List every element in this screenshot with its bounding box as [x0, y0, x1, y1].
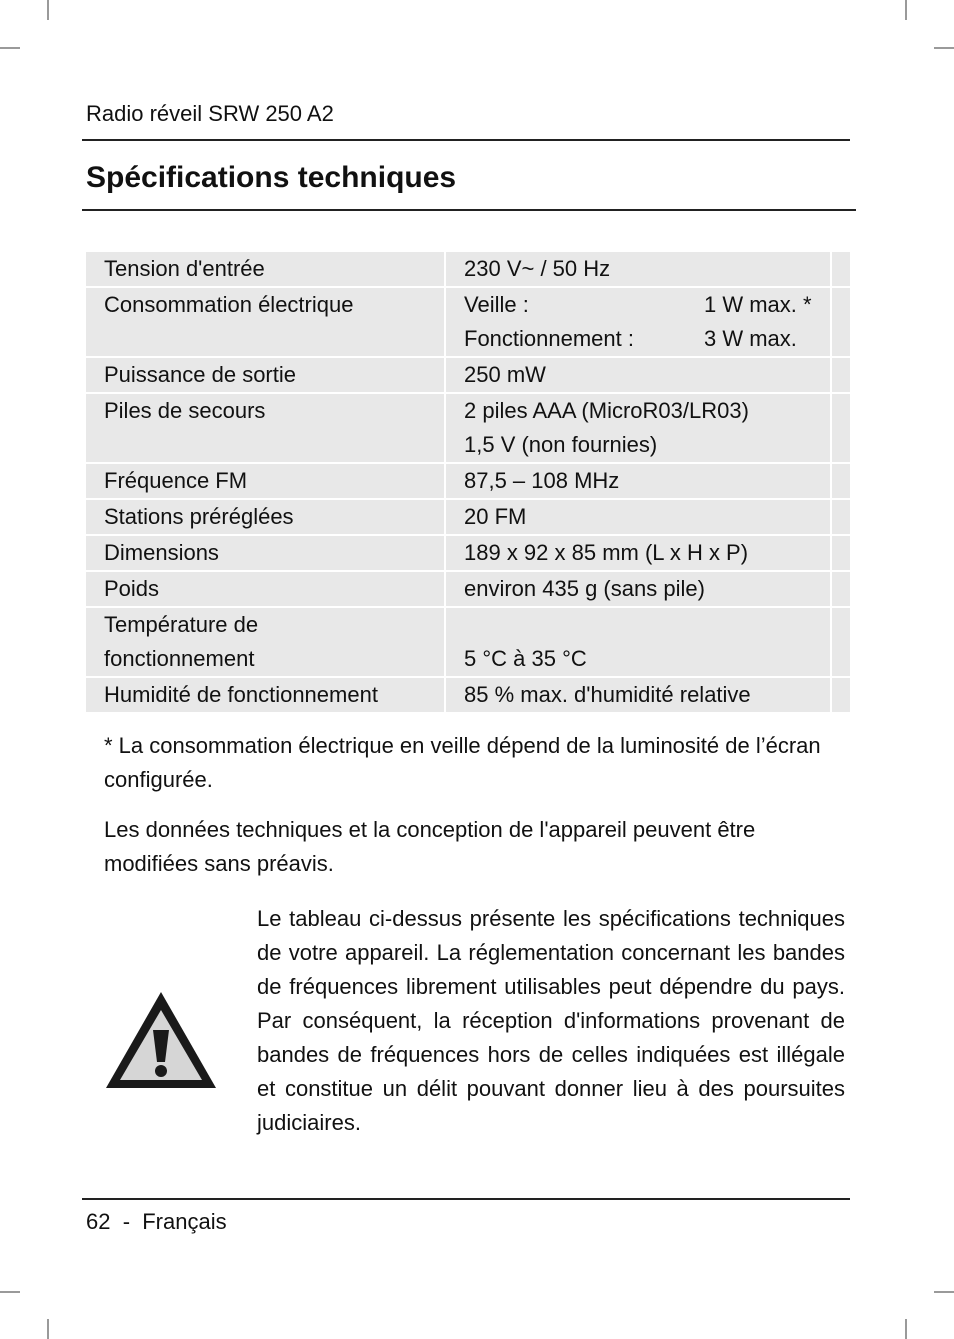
page-footer: 62 - Français [86, 1209, 227, 1234]
spec-subline [464, 288, 850, 322]
spec-row [86, 498, 850, 534]
spec-label-line: fonctionnement [104, 646, 255, 671]
spec-value-text: 5 °C à 35 °C [464, 646, 587, 671]
header-rule [82, 139, 850, 141]
spec-row [86, 356, 850, 392]
disclaimer: Les données techniques et la conception de l'appareil peuvent être modifiées sans préavis. [104, 817, 756, 876]
spec-row [86, 286, 850, 356]
spec-label-line: Température de [104, 612, 259, 637]
spec-value: 230 V~ / 50 Hz [464, 256, 611, 281]
spec-row [86, 570, 850, 606]
spec-label: Stations préréglées [86, 500, 446, 534]
spec-value-line: 2 piles AAA (MicroR03/LR03) [464, 398, 749, 423]
spec-row [86, 392, 850, 462]
spec-row [86, 462, 850, 498]
spec-row [86, 606, 850, 676]
spec-subline [464, 322, 850, 356]
spec-value [446, 394, 850, 462]
spec-label: Dimensions [86, 536, 446, 570]
crop-mark [47, 1319, 49, 1339]
spec-table [86, 252, 850, 712]
title-rule [82, 209, 856, 211]
spec-value: 20 FM [464, 504, 527, 529]
spec-value: 87,5 – 108 MHz [464, 468, 620, 493]
crop-mark [905, 1319, 907, 1339]
spec-value: 189 x 92 x 85 mm (L x H x P) [464, 540, 749, 565]
crop-mark [0, 1291, 20, 1293]
crop-mark [47, 0, 49, 20]
spec-label: Consommation électrique [86, 288, 446, 356]
spec-value [446, 608, 850, 676]
spec-label [86, 608, 446, 676]
spec-value-line: 1,5 V (non fournies) [464, 432, 658, 457]
spec-label: Fréquence FM [86, 464, 446, 498]
spec-label: Piles de secours [86, 394, 446, 462]
spec-value: 85 % max. d'humidité relative [464, 682, 751, 707]
footnote: * La consommation électrique en veille dépend de la luminosité de l’écran configurée. [104, 733, 821, 792]
spec-subval: 1 W max. * [704, 292, 812, 317]
crop-mark [905, 0, 907, 20]
spec-row [86, 252, 850, 286]
spec-label: Poids [86, 572, 446, 606]
spec-subkey: Veille : [464, 292, 529, 317]
page-title: Spécifications techniques [86, 161, 457, 194]
spec-label: Puissance de sortie [86, 358, 446, 392]
spec-row [86, 534, 850, 570]
crop-mark [934, 1291, 954, 1293]
spec-subval: 3 W max. [704, 326, 797, 351]
warning-triangle-icon [104, 990, 218, 1090]
spec-row [86, 676, 850, 712]
spec-label: Tension d'entrée [86, 252, 446, 286]
spec-value [446, 288, 850, 356]
footer-rule [82, 1198, 850, 1200]
spec-label: Humidité de fonctionnement [86, 678, 446, 712]
spec-value: 250 mW [464, 362, 546, 387]
spec-subkey: Fonctionnement : [464, 326, 634, 351]
crop-mark [934, 47, 954, 49]
spec-value: environ 435 g (sans pile) [464, 576, 705, 601]
crop-mark [0, 47, 20, 49]
warning-text: Le tableau ci-dessus présente les spécifications techniques de votre appareil. La réglementation concernant les bandes de fréquences librement utilisables peut dépendre du pays. Par conséquent, la réception d'informations provenant de bandes de fréquences hors de celles indiquées est illégale et constitue un délit pouvant donner lieu à des poursuites judiciaires. [257, 906, 845, 1135]
running-header: Radio réveil SRW 250 A2 [86, 101, 334, 126]
